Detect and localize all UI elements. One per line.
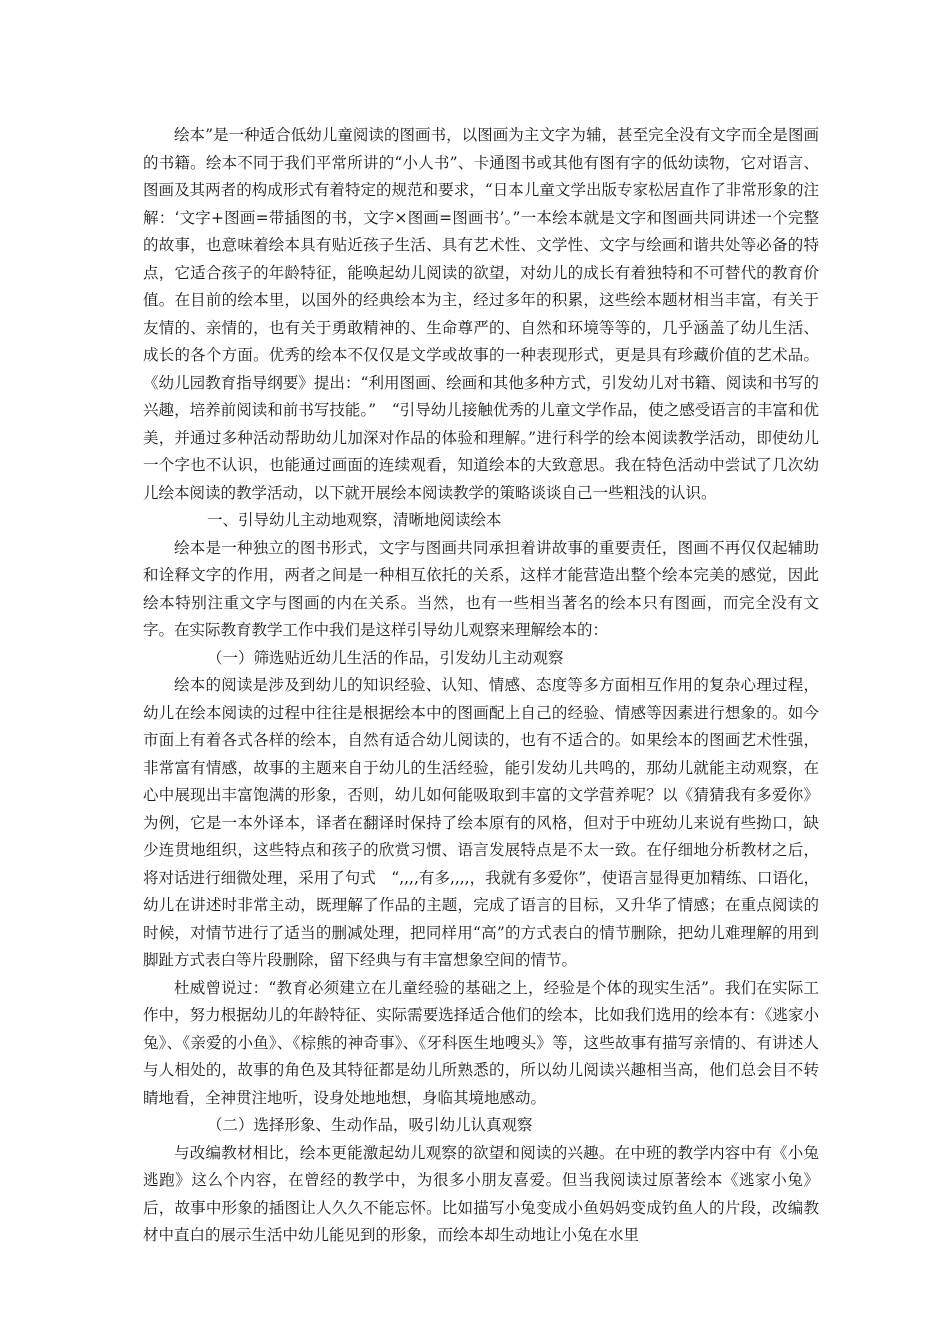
subsection-heading: （一）筛选贴近幼儿生活的作品，引发幼儿主动观察: [207, 648, 564, 667]
subsection-heading: （二）选择形象、生动作品，吸引幼儿认真观察: [207, 1116, 533, 1134]
body-paragraph: 杜威曾说过：“教育必须建立在儿童经验的基础之上，经验是个体的现实生活”。我们在实际工作中，努力根据幼儿的年龄特征、实际需要选择适合他们的绘本，比如我们选用的绘本有：《逃家小兔》、《亲爱的小鱼》、《棕熊的神奇事》、《牙科医生地嗖头》等，这些故事有描写亲情的、有讲述人与人相处的，故事的角色及其特征都是幼儿所熟悉的，所以幼儿阅读兴趣相当高，他们总会目不转睛地看，全神贯注地听，设身处地地想，身临其境地感动。: [143, 978, 819, 1107]
body-paragraph: 与改编教材相比，绘本更能激起幼儿观察的欲望和阅读的兴趣。在中班的教学内容中有《小兔逃跑》这么个内容，在曾经的教学中，为很多小朋友喜爱。但当我阅读过原著绘本《逃家小兔》后，故事中形象的插图让人久久不能忘怀。比如描写小兔变成小鱼妈妈变成钓鱼人的片段，改编教材中直白的展示生活中幼儿能见到的形象，而绘本却生动地让小兔在水里: [143, 1143, 819, 1244]
document-page: [143, 122, 819, 1250]
body-paragraph: 绘本的阅读是涉及到幼儿的知识经验、认知、情感、态度等多方面相互作用的复杂心理过程，幼儿在绘本阅读的过程中往往是根据绘本中的图画配上自己的经验、情感等因素进行想象的。如今市面上有着各式各样的绘本，自然有适合幼儿阅读的，也有不适合的。如果绘本的图画艺术性强，非常富有情感，故事的主题来自于幼儿的生活经验，能引发幼儿共鸣的，那幼儿就能主动观察，在心中展现出丰富饱满的形象，否则，幼儿如何能吸取到丰富的文学营养呢？以《猜猜我有多爱你》为例，它是一本外译本，译者在翻译时保持了绘本原有的风格，但对于中班幼儿来说有些拗口，缺少连贯地组织，这些特点和孩子的欣赏习惯、语言发展特点是不太一致。在仔细地分析教材之后，将对话进行细微处理，采用了句式 “,,,,有多,,,,，我就有多爱你”，使语言显得更加精练、口语化，幼儿在讲述时非常主动，既理解了作品的主题，完成了语言的目标，又升华了情感；在重点阅读的时候，对情节进行了适当的删减处理，把同样用“高”的方式表白的情节删除，把幼儿难理解的用到脚趾方式表白等片段删除，留下经典与有丰富想象空间的情节。: [143, 676, 819, 969]
body-paragraph: 绘本是一种独立的图书形式，文字与图画共同承担着讲故事的重要责任，图画不再仅仅起辅助和诠释文字的作用，两者之间是一种相互依托的关系，这样才能营造出整个绘本完美的感觉，因此绘本特别注重文字与图画的内在关系。当然，也有一些相当著名的绘本只有图画，而完全没有文字。在实际教育教学工作中我们是这样引导幼儿观察来理解绘本的：: [143, 538, 819, 639]
section-heading: 一、引导幼儿主动地观察，清晰地阅读绘本: [207, 511, 502, 529]
body-paragraph: 绘本”是一种适合低幼儿童阅读的图画书，以图画为主文字为辅，甚至完全没有文字而全是图画的书籍。绘本不同于我们平常所讲的“小人书”、卡通图书或其他有图有字的低幼读物，它对语言、图画及其两者的构成形式有着特定的规范和要求，“日本儿童文学出版专家松居直作了非常形象的注解：‘文字+图画=带插图的书，文字×图画=图画书’。”一本绘本就是文字和图画共同讲述一个完整的故事，也意味着绘本具有贴近孩子生活、具有艺术性、文学性、文字与绘画和谐共处等必备的特点，它适合孩子的年龄特征，能唤起幼儿阅读的欲望，对幼儿的成长有着独特和不可替代的教育价值。在目前的绘本里，以国外的经典绘本为主，经过多年的积累，这些绘本题材相当丰富，有关于友情的、亲情的，也有关于勇敢精神的、生命尊严的、自然和环境等等的，几乎涵盖了幼儿生活、成长的各个方面。优秀的绘本不仅仅是文学或故事的一种表现形式，更是具有珍藏价值的艺术品。《幼儿园教育指导纲要》提出：“利用图画、绘画和其他多种方式，引发幼儿对书籍、阅读和书写的兴趣，培养前阅读和前书写技能。” “引导幼儿接触优秀的儿童文学作品，使之感受语言的丰富和优美，并通过多种活动帮助幼儿加深对作品的体验和理解。”进行科学的绘本阅读教学活动，即使幼儿一个字也不认识，也能通过画面的连续观看，知道绘本的大致意思。我在特色活动中尝试了几次幼儿绘本阅读的教学活动，以下就开展绘本阅读教学的策略谈谈自己一些粗浅的认识。: [143, 126, 819, 502]
